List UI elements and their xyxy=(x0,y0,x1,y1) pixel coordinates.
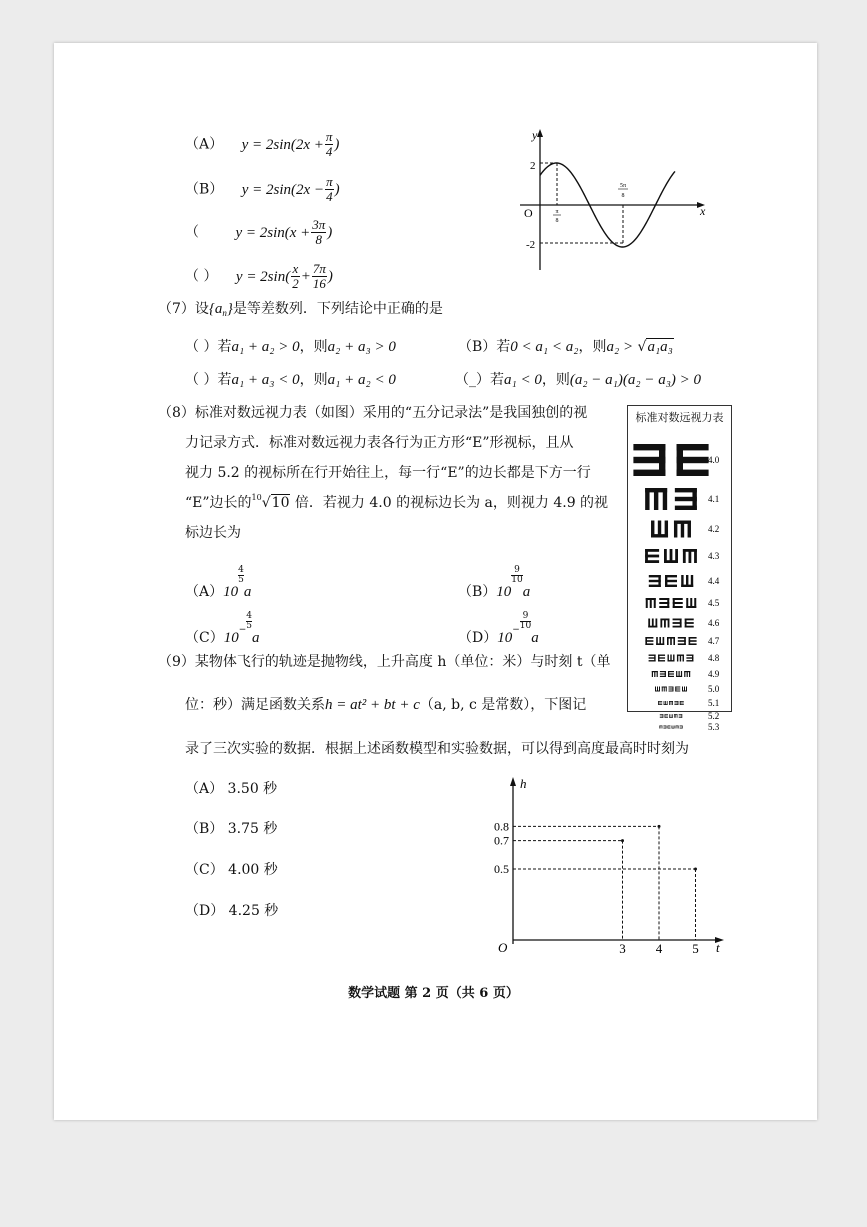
data-point xyxy=(621,839,624,842)
e-optotype-icon xyxy=(659,726,662,729)
h-arrow-icon xyxy=(510,777,516,786)
q6-option-a: （A） y = 2sin(2x + $\frac{\pi}{4}$ ) xyxy=(185,129,340,159)
e-optotype-icon xyxy=(645,549,659,563)
e-optotype-icon xyxy=(668,655,675,662)
eye-chart-acuity-label: 4.5 xyxy=(708,598,720,608)
x-tick-label: 4 xyxy=(655,941,663,956)
eye-chart-title: 标准对数远视力表 xyxy=(635,411,724,424)
e-optotype-icon xyxy=(686,655,693,662)
eye-chart-acuity-label: 4.1 xyxy=(708,494,720,504)
e-optotype-icon xyxy=(667,726,670,729)
e-optotype-icon xyxy=(680,726,683,729)
x-tick-label: 3 xyxy=(619,941,626,956)
e-optotype-icon xyxy=(669,687,674,692)
e-optotype-icon xyxy=(652,671,658,677)
eye-chart-acuity-label: 4.9 xyxy=(708,669,720,679)
q9-line-2: 位：秒）满足函数关系h = at² + bt + c（a, b, c 是常数），下图记 xyxy=(185,697,587,713)
e-optotype-icon xyxy=(662,687,667,692)
y-tick-label: 0.8 xyxy=(494,819,509,834)
eye-chart-acuity-label: 4.2 xyxy=(708,524,720,534)
q9-option-b: （B） 3.75 秒 xyxy=(185,821,278,837)
e-optotype-icon xyxy=(660,671,666,677)
e-optotype-icon xyxy=(689,637,697,645)
e-optotype-icon xyxy=(633,444,665,476)
eye-chart-acuity-label: 4.3 xyxy=(708,551,720,561)
eye-chart-row xyxy=(648,618,719,628)
e-optotype-icon xyxy=(675,488,697,510)
q8-option-a: （A）10 $\frac{4}{5}a$ xyxy=(185,565,252,600)
e-optotype-icon xyxy=(669,714,673,718)
eye-chart-row xyxy=(655,684,720,694)
e-optotype-icon xyxy=(665,714,669,718)
tick-5pi-8-num: 5π xyxy=(619,183,627,189)
page-footer: 数学试题 第 2 页（共 6 页） xyxy=(348,986,519,1001)
e-optotype-icon xyxy=(683,549,697,563)
y-tick-label: 0.5 xyxy=(494,862,509,876)
e-optotype-icon xyxy=(664,549,678,563)
eye-chart-row xyxy=(652,669,720,679)
h-axis-label: h xyxy=(520,776,527,791)
e-optotype-icon xyxy=(674,521,691,538)
x-tick-label: 5 xyxy=(692,941,699,956)
t-axis-label: t xyxy=(716,940,720,955)
eye-chart-row xyxy=(645,636,719,646)
e-optotype-icon xyxy=(645,488,667,510)
eye-chart-acuity-label: 4.6 xyxy=(708,618,720,628)
y-tick-label: 0.7 xyxy=(494,833,509,848)
e-optotype-icon xyxy=(660,619,669,628)
q8-line-3: 视力 5.2 的视标所在行开始往上，每一行“Ε”的边长都是下方一行 xyxy=(185,465,591,481)
tick-pi-8-den: 8 xyxy=(555,218,559,224)
eye-chart-row xyxy=(649,653,720,663)
eye-chart-acuity-label: 4.0 xyxy=(708,455,720,465)
e-optotype-icon xyxy=(649,655,656,662)
e-optotype-icon xyxy=(669,701,673,705)
y-arrow-icon xyxy=(537,129,543,137)
e-optotype-icon xyxy=(676,671,682,677)
e-optotype-icon xyxy=(659,598,669,608)
eye-chart-row xyxy=(646,598,720,608)
q6-option-c: （ y = 2sin(x + $\frac{3\pi}{8}$ ) xyxy=(185,217,333,247)
eye-chart-row xyxy=(649,575,720,587)
e-optotype-icon xyxy=(673,619,682,628)
q8-line-4: “Ε”边长的$^{10}$√10 倍．若视力 4.0 的视标边长为 a，则视力 4.9 的视 xyxy=(185,493,609,511)
eye-chart-acuity-label: 5.3 xyxy=(708,722,720,732)
max-label: 2 xyxy=(530,160,536,172)
q6-sine-graph xyxy=(500,125,715,275)
eye-chart-row xyxy=(645,488,719,510)
e-optotype-icon xyxy=(646,598,656,608)
e-optotype-icon xyxy=(675,687,680,692)
data-point xyxy=(694,868,697,871)
q7-option-c: （ ）若a₁ + a₃ < 0，则a₁ + a₂ < 0 xyxy=(185,372,396,388)
eye-chart-row xyxy=(651,521,719,538)
q9-height-time-chart xyxy=(480,772,730,957)
eye-chart-acuity-label: 5.2 xyxy=(708,711,720,721)
eye-chart-acuity-label: 4.7 xyxy=(708,636,720,646)
e-optotype-icon xyxy=(673,598,683,608)
q7-stem: （7）设$\{a_n\}$是等差数列．下列结论中正确的是 xyxy=(158,301,443,318)
q8-line-1: （8）标准对数远视力表（如图）采用的“五分记录法”是我国独创的视 xyxy=(158,405,588,421)
e-optotype-icon xyxy=(684,671,690,677)
e-optotype-icon xyxy=(656,637,664,645)
e-optotype-icon xyxy=(668,671,674,677)
e-optotype-icon xyxy=(678,637,686,645)
q8-option-d: （D）10− $\frac{9}{10}a$ xyxy=(458,611,539,646)
eye-chart-acuity-label: 4.8 xyxy=(708,653,720,663)
eye-chart xyxy=(627,405,732,732)
e-optotype-icon xyxy=(686,598,696,608)
e-optotype-icon xyxy=(676,726,679,729)
e-optotype-icon xyxy=(672,726,675,729)
e-optotype-icon xyxy=(677,444,709,476)
e-optotype-icon xyxy=(658,655,665,662)
q7-option-a: （ ）若a₁ + a₂ > 0，则a₂ + a₃ > 0 xyxy=(185,339,396,355)
e-optotype-icon xyxy=(682,687,687,692)
eye-chart-rows xyxy=(628,406,731,732)
e-optotype-icon xyxy=(658,701,662,705)
e-optotype-icon xyxy=(649,575,661,587)
e-optotype-icon xyxy=(679,714,683,718)
e-optotype-icon xyxy=(681,575,693,587)
e-optotype-icon xyxy=(680,701,684,705)
min-label: -2 xyxy=(526,239,536,251)
q8-option-c: （C）10− $\frac{4}{5}a$ xyxy=(185,611,260,646)
q7-option-b: （B）若0 < a₁ < a₂，则a₂ > √a₁a₃ xyxy=(458,339,673,355)
q9-origin-label: O xyxy=(498,940,508,955)
q9-option-d: （D） 4.25 秒 xyxy=(185,903,279,919)
e-optotype-icon xyxy=(663,726,666,729)
q6-option-b: （B） y = 2sin(2x − $\frac{\pi}{4}$ ) xyxy=(185,174,340,204)
e-optotype-icon xyxy=(664,701,668,705)
e-optotype-icon xyxy=(648,619,657,628)
e-optotype-icon xyxy=(665,575,677,587)
eye-chart-row xyxy=(633,444,719,476)
q8-option-b: （B）10 $\frac{9}{10}a$ xyxy=(458,565,531,600)
q9-line-3: 录了三次实验的数据．根据上述函数模型和实验数据，可以得到高度最高时时刻为 xyxy=(185,741,689,757)
q9-line-1: （9）某物体飞行的轨迹是抛物线，上升高度 h（单位：米）与时刻 t（单 xyxy=(158,654,611,670)
eye-chart-acuity-label: 4.4 xyxy=(708,576,720,586)
eye-chart-acuity-label: 5.0 xyxy=(708,684,720,694)
data-point xyxy=(658,825,661,828)
tick-5pi-8-den: 8 xyxy=(621,193,625,199)
e-optotype-icon xyxy=(667,637,675,645)
q6-option-d: （ ） y = 2sin( $\frac{x}{2}$ + $\frac{7\pi}{16}$ ) xyxy=(185,261,333,291)
q9-option-c: （C） 4.00 秒 xyxy=(185,862,278,878)
q8-line-5: 标边长为 xyxy=(185,525,241,541)
eye-chart-row xyxy=(658,698,719,708)
e-optotype-icon xyxy=(674,701,678,705)
eye-chart-acuity-label: 5.1 xyxy=(708,698,720,708)
e-optotype-icon xyxy=(685,619,694,628)
e-optotype-icon xyxy=(677,655,684,662)
e-optotype-icon xyxy=(674,714,678,718)
tick-pi-8-num: π xyxy=(555,209,559,215)
q9-option-a: （A） 3.50 秒 xyxy=(185,781,278,797)
e-optotype-icon xyxy=(651,521,668,538)
eye-chart-row xyxy=(645,549,720,563)
q8-line-2: 力记录方式．标准对数远视力表各行为正方形“Ε”形视标，且从 xyxy=(185,435,574,451)
e-optotype-icon xyxy=(645,637,653,645)
y-axis-label: y xyxy=(532,128,538,142)
e-optotype-icon xyxy=(660,714,664,718)
e-optotype-icon xyxy=(655,687,660,692)
q7-option-d: （_）若a₁ < 0，则(a₂ − a₁)(a₂ − a₃) > 0 xyxy=(455,372,702,388)
origin-label: O xyxy=(524,206,533,220)
x-axis-label: x xyxy=(700,204,706,218)
